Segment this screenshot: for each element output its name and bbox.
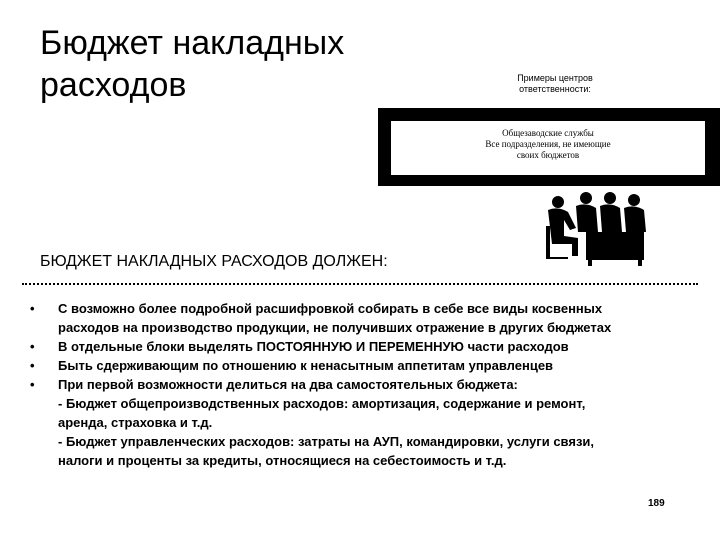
list-item	[24, 299, 684, 337]
bullet-icon: •	[30, 358, 35, 373]
dotted-divider	[22, 283, 698, 285]
list-item	[24, 337, 684, 356]
bullet-icon: •	[30, 377, 35, 392]
sub-line-1: - Бюджет общепроизводственных расходов: амортизация, содержание и ремонт,	[58, 396, 586, 411]
responsibility-box	[390, 120, 706, 176]
bullet-icon: •	[30, 339, 35, 354]
sub-list	[24, 394, 684, 470]
sub-line-2: аренда, страховка и т.д.	[58, 415, 213, 430]
page-number: 189	[648, 498, 665, 509]
title-line-2: расходов	[40, 66, 187, 104]
list-item	[24, 375, 684, 394]
examples-label: Примеры центров ответственности:	[517, 73, 593, 94]
meeting-people-icon	[538, 186, 650, 266]
bullet-list	[24, 299, 684, 470]
bullet-2-line-1: В отдельные блоки выделять ПОСТОЯННУЮ И ПЕРЕМЕННУЮ части расходов	[58, 339, 569, 354]
bullet-1-line-2: расходов на производство продукции, не получивших отражение в других бюджетах	[58, 320, 612, 335]
box-line-2: Все подразделения, не имеющие	[485, 139, 611, 149]
sub-line-4: налоги и проценты за кредиты, относящиеся на себестоимость и т.д.	[58, 453, 507, 468]
box-line-3: своих бюджетов	[516, 150, 580, 160]
sub-line-3: - Бюджет управленческих расходов: затраты на АУП, командировки, услуги связи,	[58, 434, 595, 449]
section-heading: БЮДЖЕТ НАКЛАДНЫХ РАСХОДОВ ДОЛЖЕН:	[40, 253, 388, 270]
page-title	[40, 22, 400, 106]
bullet-1-line-1: С возможно более подробной расшифровкой собирать в себе все виды косвенных	[58, 301, 603, 316]
title-line-1: Бюджет накладных	[40, 24, 345, 62]
bullet-3-line-1: Быть сдерживающим по отношению к ненасытным аппетитам управленцев	[58, 358, 554, 373]
list-item	[24, 356, 684, 375]
box-line-1: Общезаводские службы	[502, 128, 594, 138]
bullet-icon: •	[30, 301, 35, 316]
bullet-4-line-1: При первой возможности делиться на два самостоятельных бюджета:	[58, 377, 518, 392]
